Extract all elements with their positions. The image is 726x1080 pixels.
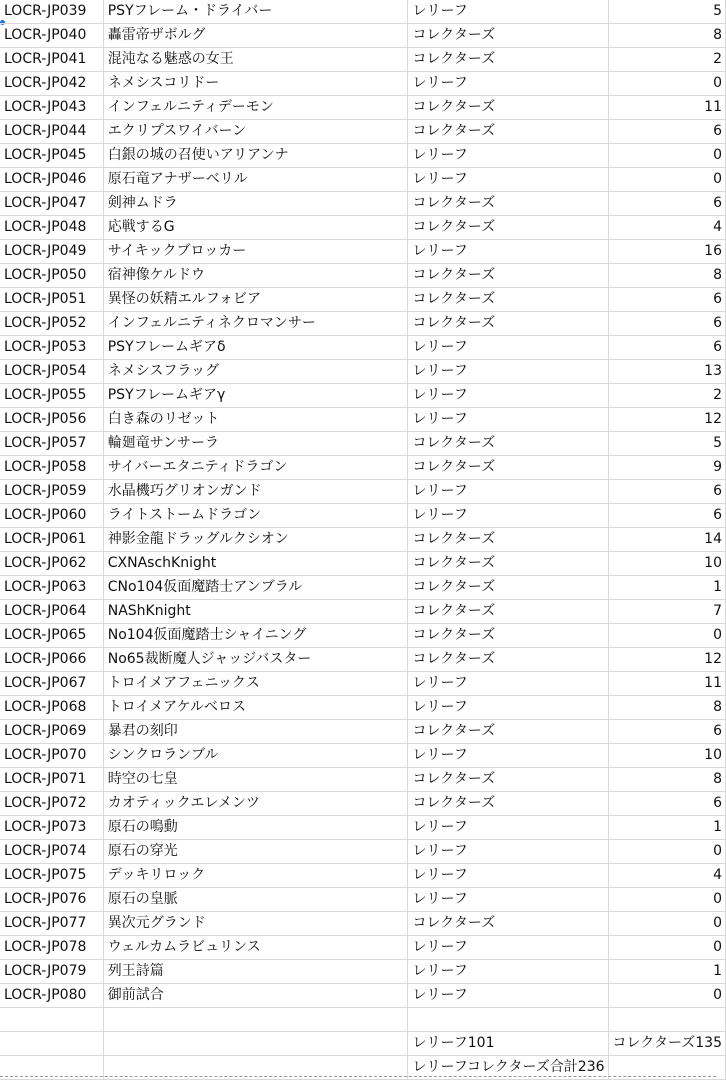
count-cell[interactable]: 6 <box>608 792 725 816</box>
card-name-cell[interactable]: CXNAschKnight <box>103 552 408 576</box>
table-row <box>0 456 726 480</box>
rarity-cell[interactable]: コレクターズ <box>408 624 608 648</box>
cell-empty[interactable] <box>0 1032 103 1056</box>
count-cell[interactable]: 0 <box>608 984 725 1008</box>
count-cell[interactable]: 0 <box>608 72 725 96</box>
rarity-cell[interactable]: コレクターズ <box>408 192 608 216</box>
card-code-cell[interactable]: LOCR-JP077 <box>0 912 103 936</box>
rarity-cell[interactable]: コレクターズ <box>408 600 608 624</box>
card-name-cell[interactable]: 轟雷帝ザボルグ <box>103 24 408 48</box>
card-name-cell[interactable]: PSYフレームギアδ <box>103 336 408 360</box>
count-cell[interactable]: 6 <box>608 720 725 744</box>
table-row <box>0 984 726 1008</box>
card-name-cell[interactable]: 異怪の妖精エルフォビア <box>103 288 408 312</box>
card-name-cell[interactable]: 原石竜アナザーベリル <box>103 168 408 192</box>
rarity-cell[interactable]: レリーフ <box>408 336 608 360</box>
table-row <box>0 672 726 696</box>
card-name-cell[interactable]: シンクロランブル <box>103 744 408 768</box>
cell-empty[interactable] <box>408 1008 608 1032</box>
card-code-cell[interactable]: LOCR-JP044 <box>0 120 103 144</box>
card-name-cell[interactable]: 応戦するG <box>103 216 408 240</box>
table-row <box>0 192 726 216</box>
table-row <box>0 264 726 288</box>
card-code-cell[interactable]: LOCR-JP054 <box>0 360 103 384</box>
table-row <box>0 432 726 456</box>
card-name-cell[interactable]: ライトストームドラゴン <box>103 504 408 528</box>
rarity-cell[interactable]: コレクターズ <box>408 96 608 120</box>
card-name-cell[interactable]: 混沌なる魅惑の女王 <box>103 48 408 72</box>
blank-row <box>0 1008 726 1032</box>
table-row <box>0 480 726 504</box>
card-code-cell[interactable]: LOCR-JP057 <box>0 432 103 456</box>
table-row <box>0 840 726 864</box>
card-name-cell[interactable]: 剣神ムドラ <box>103 192 408 216</box>
rarity-cell[interactable]: レリーフ <box>408 504 608 528</box>
table-row <box>0 576 726 600</box>
rarity-cell[interactable]: レリーフ <box>408 672 608 696</box>
table-row <box>0 24 726 48</box>
card-name-cell[interactable]: 水晶機巧グリオンガンド <box>103 480 408 504</box>
collectors-total-cell[interactable]: コレクターズ135 <box>608 1032 725 1056</box>
rarity-cell[interactable]: コレクターズ <box>408 312 608 336</box>
grand-total-cell[interactable]: レリーフコレクターズ合計236 <box>408 1056 608 1080</box>
card-code-cell[interactable]: LOCR-JP046 <box>0 168 103 192</box>
rarity-cell[interactable]: レリーフ <box>408 840 608 864</box>
table-row <box>0 936 726 960</box>
selection-border <box>0 1076 716 1077</box>
rarity-cell[interactable]: コレクターズ <box>408 768 608 792</box>
count-cell[interactable]: 6 <box>608 312 725 336</box>
rarity-cell[interactable]: コレクターズ <box>408 48 608 72</box>
card-code-cell[interactable]: LOCR-JP065 <box>0 624 103 648</box>
card-name-cell[interactable]: デッキリロック <box>103 864 408 888</box>
count-cell[interactable]: 11 <box>608 96 725 120</box>
count-cell[interactable]: 8 <box>608 768 725 792</box>
card-code-cell[interactable]: LOCR-JP048 <box>0 216 103 240</box>
count-cell[interactable]: 0 <box>608 144 725 168</box>
table-row <box>0 288 726 312</box>
card-code-cell[interactable]: LOCR-JP080 <box>0 984 103 1008</box>
card-name-cell[interactable]: 列王詩篇 <box>103 960 408 984</box>
rarity-cell[interactable]: レリーフ <box>408 72 608 96</box>
table-row <box>0 624 726 648</box>
card-name-cell[interactable]: 原石の皇脈 <box>103 888 408 912</box>
rarity-cell[interactable]: レリーフ <box>408 744 608 768</box>
rarity-cell[interactable]: コレクターズ <box>408 552 608 576</box>
table-row <box>0 960 726 984</box>
table-row <box>0 528 726 552</box>
count-cell[interactable]: 1 <box>608 576 725 600</box>
rarity-cell[interactable]: コレクターズ <box>408 792 608 816</box>
table-row <box>0 552 726 576</box>
table-row <box>0 336 726 360</box>
card-code-cell[interactable]: LOCR-JP072 <box>0 792 103 816</box>
rarity-cell[interactable]: レリーフ <box>408 168 608 192</box>
rarity-cell[interactable]: コレクターズ <box>408 288 608 312</box>
count-cell[interactable]: 0 <box>608 168 725 192</box>
card-name-cell[interactable]: サイキックブロッカー <box>103 240 408 264</box>
count-cell[interactable]: 0 <box>608 888 725 912</box>
cell-empty[interactable] <box>103 1008 408 1032</box>
card-code-cell[interactable]: LOCR-JP074 <box>0 840 103 864</box>
count-cell[interactable]: 0 <box>608 624 725 648</box>
count-cell[interactable]: 2 <box>608 384 725 408</box>
rarity-cell[interactable]: レリーフ <box>408 0 608 24</box>
card-code-cell[interactable]: LOCR-JP075 <box>0 864 103 888</box>
card-name-cell[interactable]: インフェルニティネクロマンサー <box>103 312 408 336</box>
card-code-cell[interactable]: LOCR-JP059 <box>0 480 103 504</box>
card-name-cell[interactable]: PSYフレーム・ドライバー <box>103 0 408 24</box>
count-cell[interactable]: 13 <box>608 360 725 384</box>
count-cell[interactable]: 6 <box>608 504 725 528</box>
rarity-cell[interactable]: コレクターズ <box>408 264 608 288</box>
card-code-cell[interactable]: LOCR-JP052 <box>0 312 103 336</box>
rarity-cell[interactable]: コレクターズ <box>408 648 608 672</box>
rarity-cell[interactable]: コレクターズ <box>408 456 608 480</box>
rarity-cell[interactable]: コレクターズ <box>408 576 608 600</box>
count-cell[interactable]: 10 <box>608 552 725 576</box>
card-code-cell[interactable]: LOCR-JP078 <box>0 936 103 960</box>
card-code-cell[interactable]: LOCR-JP042 <box>0 72 103 96</box>
table-row <box>0 240 726 264</box>
card-code-cell[interactable]: LOCR-JP051 <box>0 288 103 312</box>
card-code-cell[interactable]: LOCR-JP043 <box>0 96 103 120</box>
card-name-cell[interactable]: インフェルニティデーモン <box>103 96 408 120</box>
cell-empty[interactable] <box>103 1032 408 1056</box>
count-cell[interactable]: 6 <box>608 192 725 216</box>
table-row <box>0 312 726 336</box>
count-cell[interactable]: 7 <box>608 600 725 624</box>
card-name-cell[interactable]: カオティックエレメンツ <box>103 792 408 816</box>
card-code-cell[interactable]: LOCR-JP079 <box>0 960 103 984</box>
count-cell[interactable]: 6 <box>608 120 725 144</box>
table-row <box>0 744 726 768</box>
rarity-cell[interactable]: コレクターズ <box>408 216 608 240</box>
count-cell[interactable]: 8 <box>608 264 725 288</box>
card-code-cell[interactable]: LOCR-JP060 <box>0 504 103 528</box>
table-row <box>0 600 726 624</box>
count-cell[interactable]: 4 <box>608 216 725 240</box>
rarity-cell[interactable]: コレクターズ <box>408 120 608 144</box>
cell-empty[interactable] <box>608 1008 725 1032</box>
rarity-cell[interactable]: レリーフ <box>408 480 608 504</box>
card-code-cell[interactable]: LOCR-JP068 <box>0 696 103 720</box>
count-cell[interactable]: 1 <box>608 816 725 840</box>
table-row <box>0 168 726 192</box>
table-row <box>0 120 726 144</box>
card-name-cell[interactable]: 時空の七皇 <box>103 768 408 792</box>
count-cell[interactable]: 6 <box>608 288 725 312</box>
rarity-cell[interactable]: コレクターズ <box>408 720 608 744</box>
count-cell[interactable]: 16 <box>608 240 725 264</box>
count-cell[interactable]: 0 <box>608 912 725 936</box>
count-cell[interactable]: 9 <box>608 456 725 480</box>
table-row <box>0 648 726 672</box>
card-code-cell[interactable]: LOCR-JP053 <box>0 336 103 360</box>
card-name-cell[interactable]: No65裁断魔人ジャッジバスター <box>103 648 408 672</box>
card-name-cell[interactable]: ネメシスコリドー <box>103 72 408 96</box>
card-name-cell[interactable]: 原石の鳴動 <box>103 816 408 840</box>
card-code-cell[interactable]: LOCR-JP056 <box>0 408 103 432</box>
card-code-cell[interactable]: LOCR-JP049 <box>0 240 103 264</box>
count-cell[interactable]: 1 <box>608 960 725 984</box>
card-name-cell[interactable]: No104仮面魔踏士シャイニング <box>103 624 408 648</box>
count-cell[interactable]: 0 <box>608 936 725 960</box>
rarity-cell[interactable]: レリーフ <box>408 360 608 384</box>
rarity-cell[interactable]: レリーフ <box>408 240 608 264</box>
count-cell[interactable]: 5 <box>608 432 725 456</box>
relief-total-cell[interactable]: レリーフ101 <box>408 1032 608 1056</box>
card-name-cell[interactable]: 暴君の刻印 <box>103 720 408 744</box>
table-row <box>0 144 726 168</box>
card-code-cell[interactable]: LOCR-JP039 <box>0 0 103 24</box>
table-row <box>0 96 726 120</box>
card-code-cell[interactable]: LOCR-JP055 <box>0 384 103 408</box>
subtotal-row <box>0 1032 726 1056</box>
card-name-cell[interactable]: 異次元グランド <box>103 912 408 936</box>
card-code-cell[interactable]: LOCR-JP073 <box>0 816 103 840</box>
table-row <box>0 720 726 744</box>
table-row <box>0 360 726 384</box>
card-code-cell[interactable]: LOCR-JP066 <box>0 648 103 672</box>
card-code-cell[interactable]: LOCR-JP076 <box>0 888 103 912</box>
card-code-cell[interactable]: LOCR-JP064 <box>0 600 103 624</box>
card-name-cell[interactable]: サイバーエタニティドラゴン <box>103 456 408 480</box>
card-name-cell[interactable]: NAShKnight <box>103 600 408 624</box>
card-code-cell[interactable]: LOCR-JP067 <box>0 672 103 696</box>
count-cell[interactable]: 0 <box>608 840 725 864</box>
card-name-cell[interactable]: エクリプスワイバーン <box>103 120 408 144</box>
cell-empty[interactable] <box>0 1008 103 1032</box>
rarity-cell[interactable]: コレクターズ <box>408 528 608 552</box>
table-row <box>0 216 726 240</box>
rarity-cell[interactable]: レリーフ <box>408 864 608 888</box>
card-name-cell[interactable]: 神影金龍ドラッグルクシオン <box>103 528 408 552</box>
rarity-cell[interactable]: コレクターズ <box>408 432 608 456</box>
rarity-cell[interactable]: レリーフ <box>408 384 608 408</box>
rarity-cell[interactable]: レリーフ <box>408 936 608 960</box>
count-cell[interactable]: 12 <box>608 648 725 672</box>
count-cell[interactable]: 10 <box>608 744 725 768</box>
card-name-cell[interactable]: 輪廻竜サンサーラ <box>103 432 408 456</box>
count-cell[interactable]: 5 <box>608 0 725 24</box>
count-cell[interactable]: 2 <box>608 48 725 72</box>
count-cell[interactable]: 12 <box>608 408 725 432</box>
rarity-cell[interactable]: レリーフ <box>408 960 608 984</box>
rarity-cell[interactable]: レリーフ <box>408 888 608 912</box>
card-name-cell[interactable]: 白き森のリゼット <box>103 408 408 432</box>
count-cell[interactable]: 6 <box>608 480 725 504</box>
rarity-cell[interactable]: レリーフ <box>408 816 608 840</box>
card-name-cell[interactable]: PSYフレームギアγ <box>103 384 408 408</box>
table-row <box>0 864 726 888</box>
rarity-cell[interactable]: レリーフ <box>408 144 608 168</box>
card-name-cell[interactable]: 御前試合 <box>103 984 408 1008</box>
table-row <box>0 48 726 72</box>
rarity-cell[interactable]: コレクターズ <box>408 912 608 936</box>
card-name-cell[interactable]: ウェルカムラビュリンス <box>103 936 408 960</box>
card-code-cell[interactable]: LOCR-JP040 <box>0 24 103 48</box>
table-row <box>0 816 726 840</box>
card-code-cell[interactable]: LOCR-JP045 <box>0 144 103 168</box>
table-row <box>0 72 726 96</box>
table-row <box>0 696 726 720</box>
table-row <box>0 912 726 936</box>
table-row <box>0 0 726 24</box>
count-cell[interactable]: 8 <box>608 24 725 48</box>
card-name-cell[interactable]: トロイメアケルベロス <box>103 696 408 720</box>
rarity-cell[interactable]: レリーフ <box>408 696 608 720</box>
table-row <box>0 384 726 408</box>
card-name-cell[interactable]: トロイメアフェニックス <box>103 672 408 696</box>
card-code-cell[interactable]: LOCR-JP047 <box>0 192 103 216</box>
table-row <box>0 768 726 792</box>
count-cell[interactable]: 6 <box>608 336 725 360</box>
count-cell[interactable]: 4 <box>608 864 725 888</box>
count-cell[interactable]: 14 <box>608 528 725 552</box>
card-code-cell[interactable]: LOCR-JP069 <box>0 720 103 744</box>
card-code-cell[interactable]: LOCR-JP058 <box>0 456 103 480</box>
card-name-cell[interactable]: 宿神像ケルドウ <box>103 264 408 288</box>
table-row <box>0 504 726 528</box>
card-name-cell[interactable]: 白銀の城の召使いアリアンナ <box>103 144 408 168</box>
card-name-cell[interactable]: 原石の穿光 <box>103 840 408 864</box>
count-cell[interactable]: 11 <box>608 672 725 696</box>
rarity-cell[interactable]: レリーフ <box>408 984 608 1008</box>
table-row <box>0 888 726 912</box>
card-code-cell[interactable]: LOCR-JP063 <box>0 576 103 600</box>
card-name-cell[interactable]: ネメシスフラッグ <box>103 360 408 384</box>
rarity-cell[interactable]: コレクターズ <box>408 24 608 48</box>
card-code-cell[interactable]: LOCR-JP041 <box>0 48 103 72</box>
rarity-cell[interactable]: レリーフ <box>408 408 608 432</box>
card-code-cell[interactable]: LOCR-JP070 <box>0 744 103 768</box>
card-name-cell[interactable]: CNo104仮面魔踏士アンブラル <box>103 576 408 600</box>
card-code-cell[interactable]: LOCR-JP062 <box>0 552 103 576</box>
card-code-cell[interactable]: LOCR-JP050 <box>0 264 103 288</box>
card-code-cell[interactable]: LOCR-JP071 <box>0 768 103 792</box>
table-row <box>0 792 726 816</box>
count-cell[interactable]: 8 <box>608 696 725 720</box>
table-row <box>0 408 726 432</box>
card-code-cell[interactable]: LOCR-JP061 <box>0 528 103 552</box>
